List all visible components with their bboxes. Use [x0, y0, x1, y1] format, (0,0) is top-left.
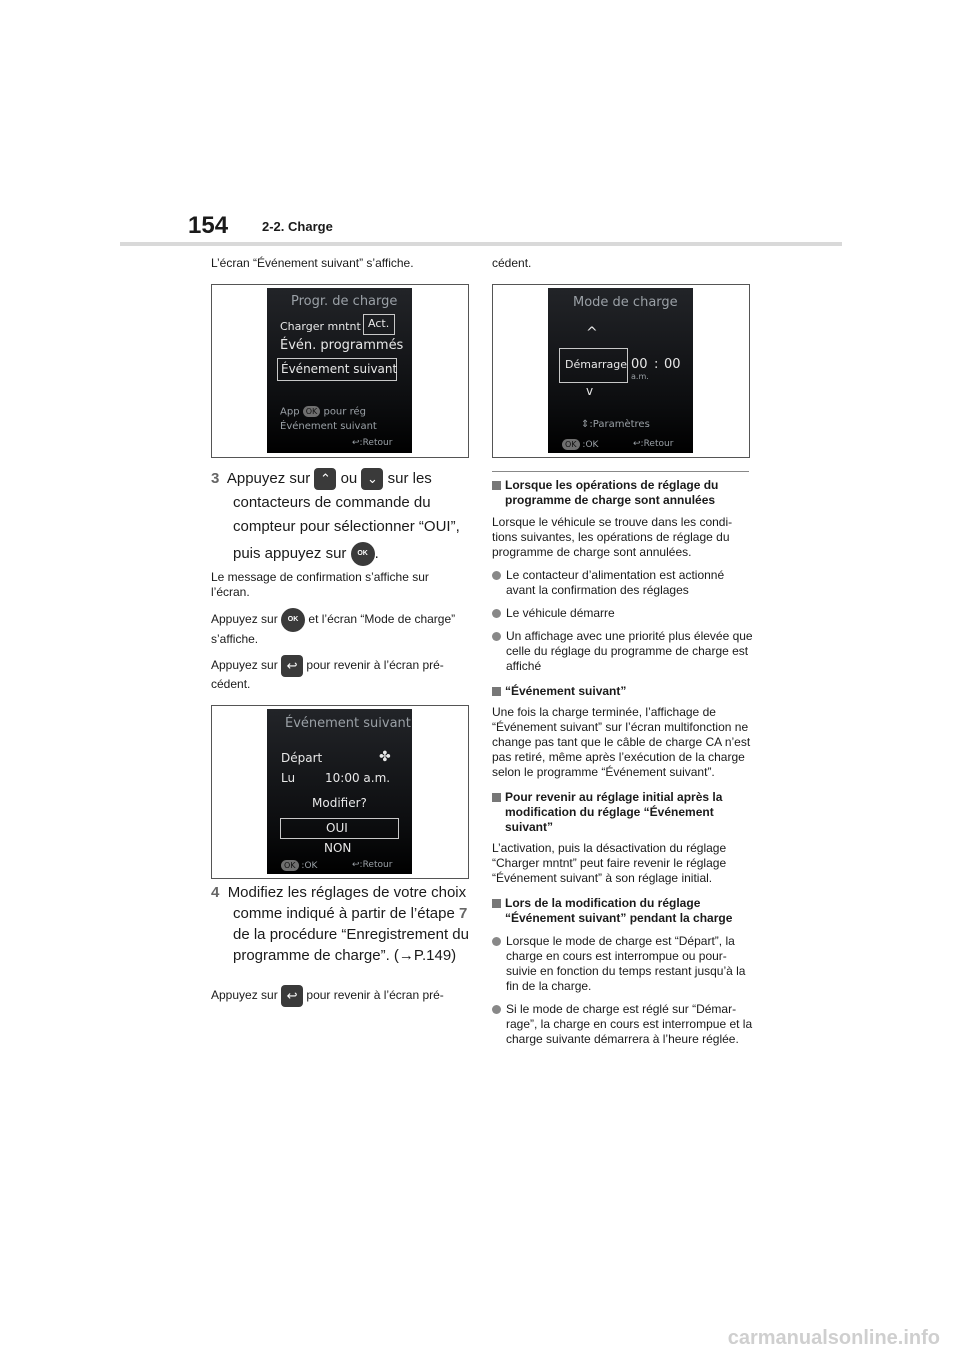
depart-label: Départ: [281, 751, 323, 765]
bullet-icon: [492, 609, 501, 618]
back-hint: [633, 439, 673, 449]
paragraph: L’activation, puis la désactivation du réglage “Charger mntnt” peut faire revenir le réglage “Événement suivant” à son réglage initial.: [492, 841, 727, 885]
list-item: [492, 568, 754, 598]
heading-text: “Événement suivant”: [505, 684, 627, 698]
display-next-event: [267, 709, 412, 874]
params-label: :Paramètres: [589, 419, 650, 430]
params-hint: [581, 419, 650, 430]
bullet-icon: [492, 937, 501, 946]
square-bullet-icon: [492, 793, 501, 802]
updown-icon: ⇕: [581, 419, 590, 430]
ok-hint-label: :OK: [582, 440, 599, 450]
section-divider: [492, 471, 749, 472]
down-chevron-icon: v: [586, 384, 594, 398]
section-title: 2-2. Charge: [262, 219, 333, 234]
act-label: Act.: [368, 317, 390, 330]
back-button-icon: ↩: [281, 655, 303, 677]
screen-figure-1: [211, 284, 469, 458]
minutes: 00: [664, 357, 681, 372]
back-label: :Retour: [359, 860, 393, 870]
heading-text: Lors de la modification du réglage “Événement suivant” pendant la charge: [505, 896, 733, 925]
list-item: [492, 606, 754, 621]
heading-during-charge: [492, 896, 754, 926]
time-separator: :: [654, 357, 659, 372]
note-ok: [211, 608, 466, 647]
step-3-line3: compteur pour sélectionner “OUI”,: [233, 518, 460, 535]
note-text: pour revenir à l’écran pré-cédent.: [211, 658, 444, 691]
back-arrow-icon: ↩: [633, 439, 641, 449]
note-back: [211, 655, 466, 692]
next-event-label: Événement suivant: [281, 362, 398, 376]
paragraph: Une fois la charge terminée, l’affichage de “Événement suivant” sur l’écran multifonction ne change pas tant que le câble de charge CA n’est pas retiré, même après l’exécution de la charge selon le programme “Événement suivant”.: [492, 705, 751, 779]
back-arrow-icon: ↩: [352, 438, 360, 448]
note-text: Appuyez sur: [211, 988, 278, 1003]
mode-selector: [559, 348, 628, 383]
bullet-icon: [492, 571, 501, 580]
ok-button-icon: OK: [281, 608, 305, 632]
back-hint: [352, 860, 392, 870]
back-label: :Retour: [359, 438, 393, 448]
scheduled-events: Évén. programmés: [280, 338, 404, 353]
back-arrow-icon: ↩: [352, 860, 360, 870]
step-4-line3: de la procédure “Enregistrement du: [233, 926, 469, 943]
up-chevron-icon: ⌃: [314, 468, 336, 490]
note-text: Appuyez sur: [211, 658, 278, 673]
back-hint: [352, 438, 392, 448]
step-4-line2: [211, 903, 473, 924]
ok-badge-icon: OK: [281, 860, 299, 871]
step-text: puis appuyez sur: [233, 544, 347, 562]
bullet-icon: [492, 1005, 501, 1014]
back-label: :Retour: [640, 439, 674, 449]
list-item: [492, 1002, 754, 1047]
note-confirmation: Le message de confirmation s’affiche sur l’écran.: [211, 570, 429, 599]
step-ref: 7: [458, 905, 468, 922]
list-item-text: Lorsque le mode de charge est “Départ”, la charge en cours est interrompue ou pour-suivie en fonction du temps restant jusqu’à la fin de la charge.: [506, 934, 746, 993]
note-back-2: [211, 985, 473, 1007]
screen-title: Progr. de charge: [291, 294, 398, 309]
no-label: NON: [324, 841, 352, 855]
app-prefix: App: [280, 406, 300, 418]
step-3: [211, 468, 473, 566]
list-item-text: Si le mode de charge est réglé sur “Démar-rage”, la charge en cours est interrompue et la charge suivante démarrera à l’heure réglée.: [506, 1002, 753, 1046]
mode-label: Démarrage: [565, 358, 628, 371]
down-chevron-icon: ⌄: [361, 468, 383, 490]
step-3-line4: [211, 542, 473, 566]
watermark: carmanualsonline.info: [727, 1327, 940, 1349]
next-event-selected: [277, 358, 397, 381]
hours: 00: [631, 357, 648, 372]
list-item-text: Le véhicule démarre: [506, 606, 615, 620]
ok-badge-icon: OK: [303, 406, 321, 417]
act-box: [363, 314, 395, 335]
list-item-text: Un affichage avec une priorité plus élevée que celle du réglage du programme de charge est affiché: [506, 629, 753, 673]
heading-cancel: [492, 478, 754, 508]
step-text: sur les: [387, 470, 432, 487]
list-item: [492, 629, 754, 674]
screen-title: Mode de charge: [573, 295, 678, 310]
note-text: et l’écran “Mode de charge” s’affiche.: [211, 612, 456, 646]
heading-text: Lorsque les opérations de réglage du programme de charge sont annulées: [505, 478, 719, 507]
note-text: Appuyez sur: [211, 612, 278, 627]
screen-figure-2: [492, 284, 750, 458]
display-charge-mode: [548, 288, 693, 453]
square-bullet-icon: [492, 899, 501, 908]
step-4: [211, 882, 473, 966]
back-button-icon: ↩: [281, 985, 303, 1007]
bullet-icon: [492, 632, 501, 641]
screen-figure-3: [211, 705, 469, 879]
app-hint: [280, 406, 366, 418]
step-number: 4: [211, 884, 220, 901]
heading-reset: [492, 790, 754, 835]
step-text: Modifiez les réglages de votre choix: [227, 884, 467, 901]
time-label: 10:00 a.m.: [325, 771, 391, 785]
step-text: comme indiqué à partir de l’étape: [233, 905, 455, 922]
yes-label: OUI: [326, 821, 348, 835]
day-label: Lu: [281, 771, 296, 785]
square-bullet-icon: [492, 481, 501, 490]
charge-now-label: Charger mntnt: [280, 320, 361, 333]
continued-text: cédent.: [492, 256, 532, 270]
step-text: .: [374, 544, 379, 562]
ok-hint-label: :OK: [301, 861, 318, 871]
am-pm: a.m.: [631, 372, 649, 381]
intro-text: L’écran “Événement suivant” s’affiche.: [211, 256, 414, 270]
square-bullet-icon: [492, 687, 501, 696]
header-rule: [120, 242, 842, 246]
step-text: Appuyez sur: [226, 470, 311, 487]
app-hint-line2: Événement suivant: [280, 421, 377, 432]
yes-option-selected: [280, 818, 399, 839]
list-item-text: Le contacteur d’alimentation est actionné avant la confirmation des réglages: [506, 568, 725, 597]
heading-text: Pour revenir au réglage initial après la modification du réglage “Événement suivant”: [505, 790, 723, 834]
ok-hint: [562, 439, 598, 450]
page-number: 154: [188, 212, 229, 239]
info-section: [492, 478, 754, 1047]
display-progr-charge: [267, 288, 412, 453]
step-4-line1: [211, 882, 473, 903]
paragraph: Lorsque le véhicule se trouve dans les condi-tions suivantes, les opérations de réglage du programme de charge sont annulées.: [492, 515, 733, 559]
step-4-line4: programme de charge”. (→P.149): [233, 947, 457, 964]
ok-button-icon: OK: [351, 542, 375, 566]
list-item: [492, 934, 754, 994]
step-3-line1: [211, 468, 473, 490]
heading-next-event: [492, 684, 754, 699]
up-chevron-icon: ^: [586, 325, 598, 341]
fan-icon: ✤: [379, 749, 391, 765]
ok-hint: [281, 860, 317, 871]
screen-title: Événement suivant: [285, 716, 411, 731]
step-number: 3: [211, 470, 220, 487]
step-3-line2: contacteurs de commande du: [233, 494, 431, 511]
ok-badge-icon: OK: [562, 439, 580, 450]
note-text: pour revenir à l’écran pré-: [306, 988, 444, 1003]
step-text: ou: [340, 470, 358, 487]
modify-prompt: Modifier?: [312, 796, 367, 810]
app-suffix: pour rég: [323, 406, 366, 418]
